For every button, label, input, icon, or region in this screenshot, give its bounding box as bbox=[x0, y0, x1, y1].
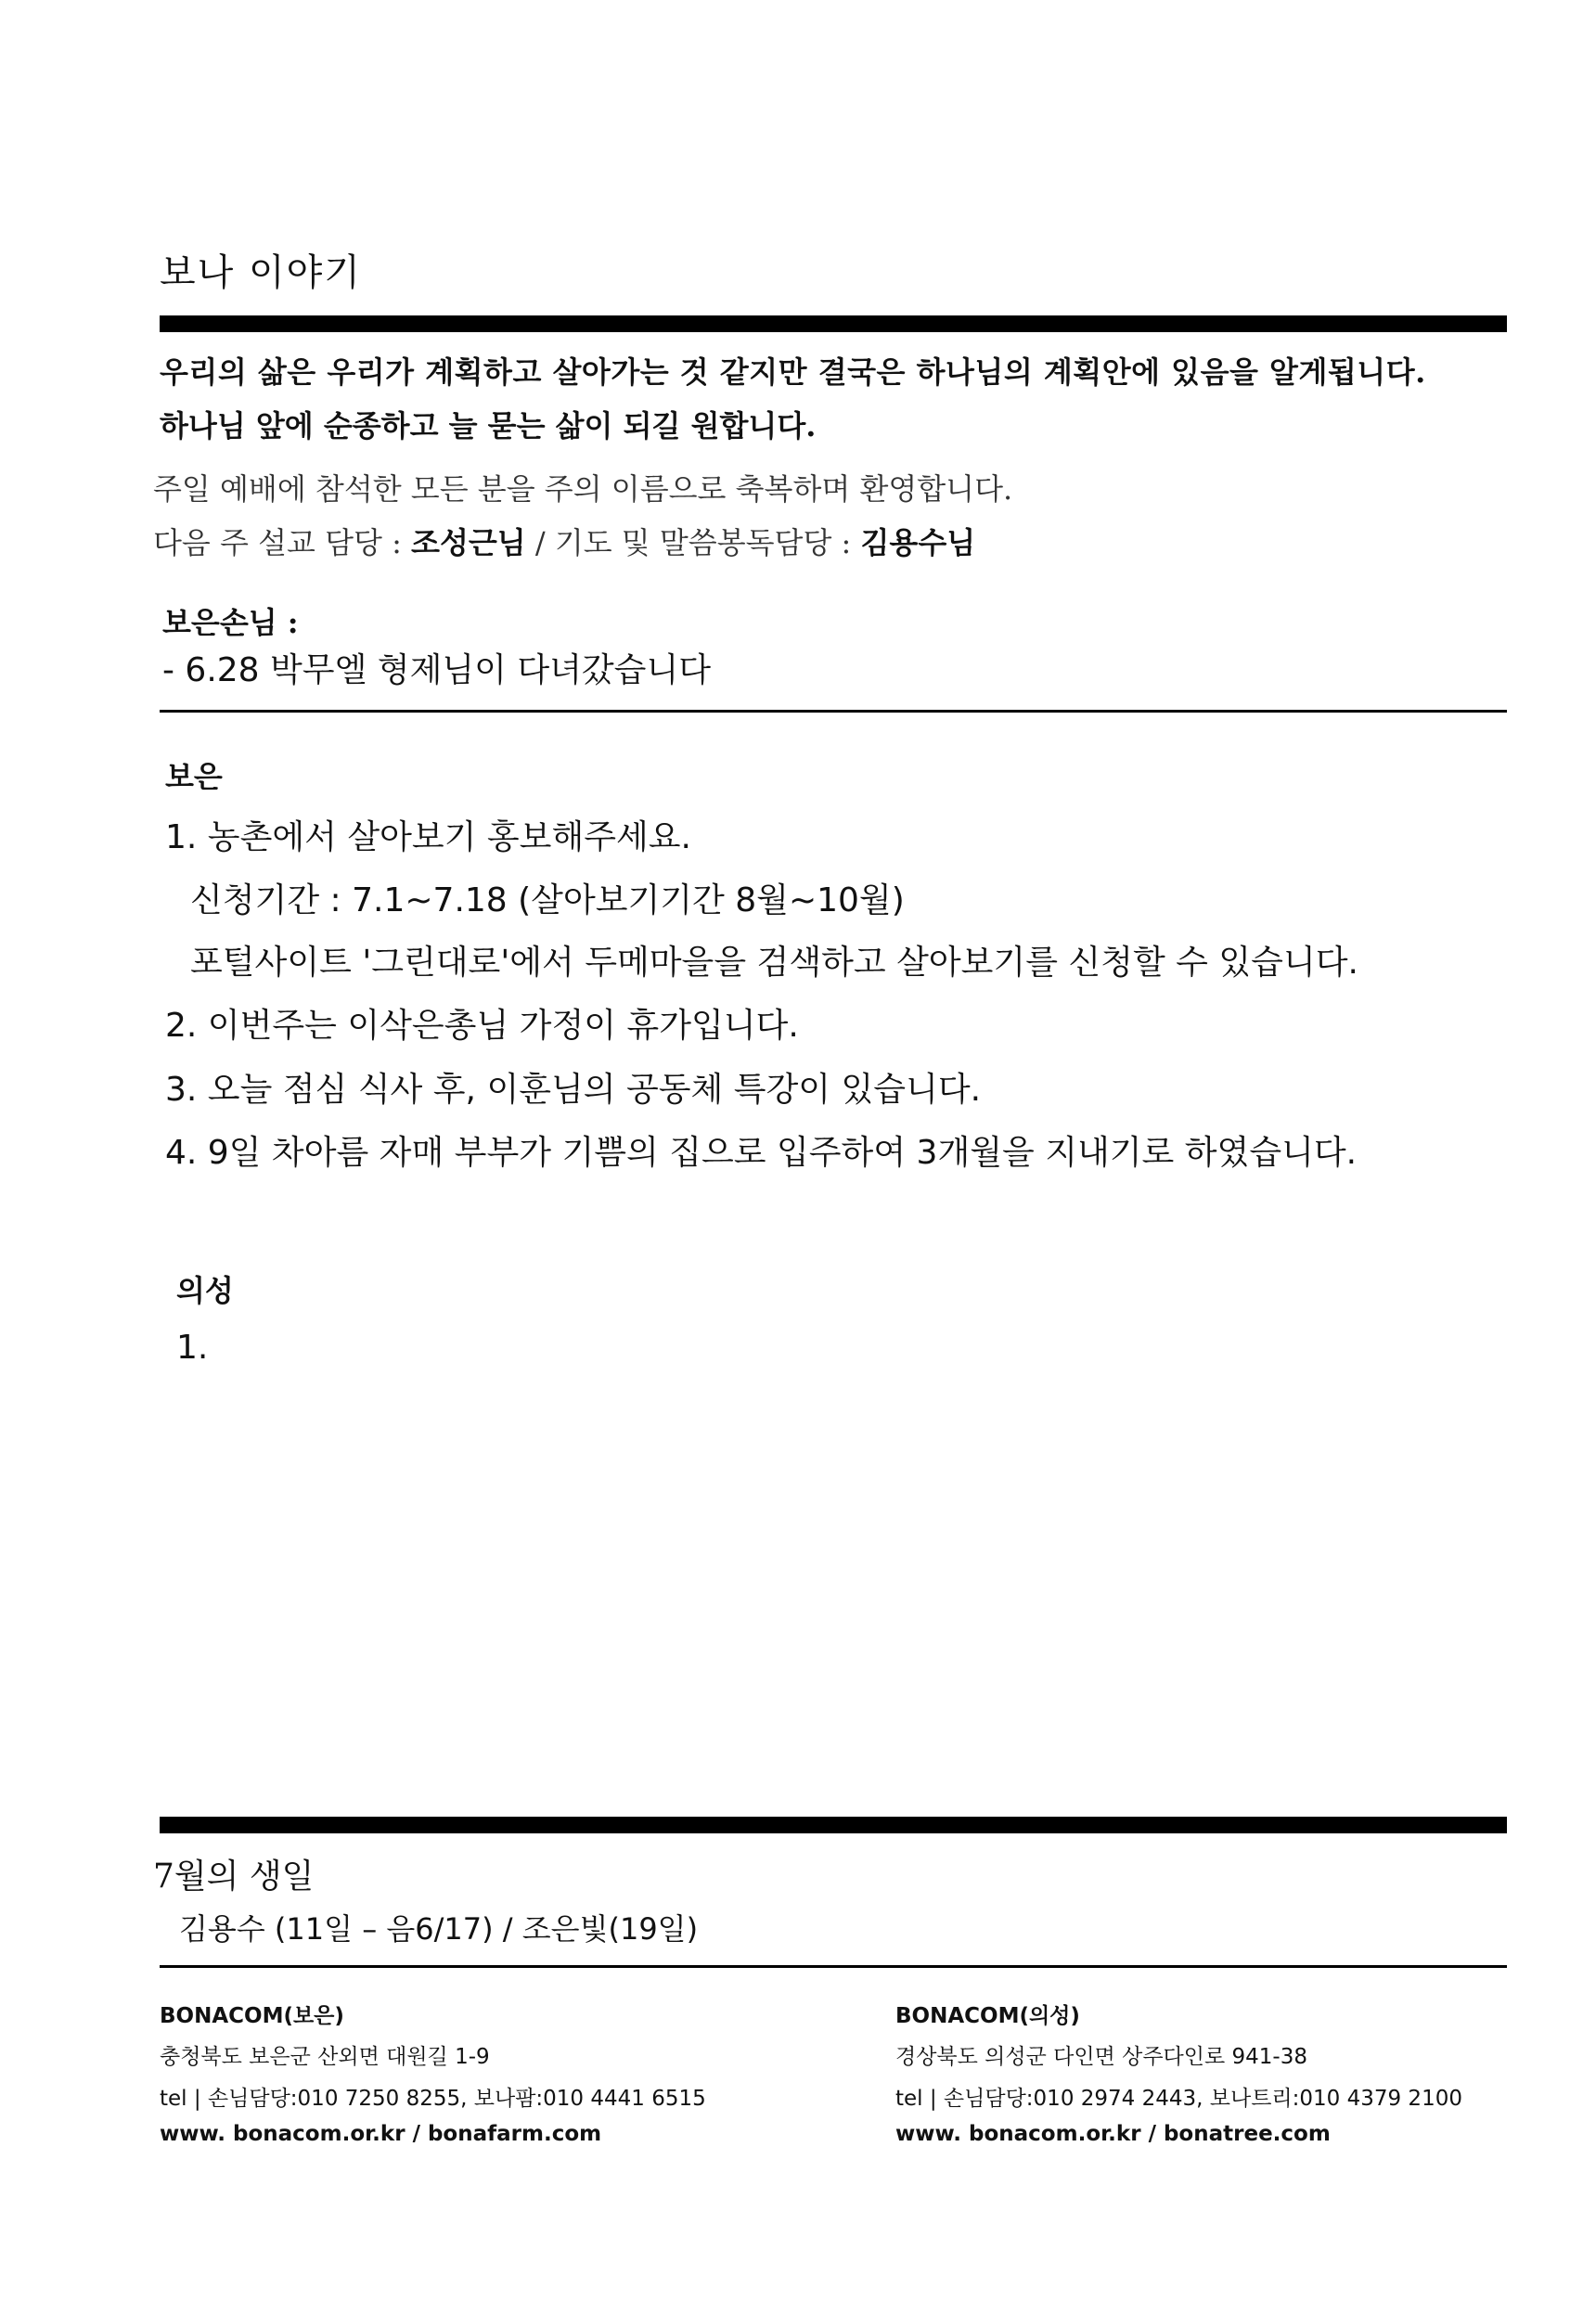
intro-line-2: 하나님 앞에 순종하고 늘 묻는 삶이 되길 원합니다. bbox=[160, 408, 817, 443]
prayer-reader-name: 김용수님 bbox=[860, 525, 976, 560]
uiseong-label: 의성 bbox=[176, 1273, 234, 1308]
welcome-text: 주일 예배에 참석한 모든 분을 주의 이름으로 축복하며 환영합니다. bbox=[153, 471, 1013, 507]
boeun-line-3: 포털사이트 '그린대로'에서 두메마을을 검색하고 살아보기를 신청할 수 있습니다. bbox=[190, 944, 1358, 982]
preacher-name: 조성근님 bbox=[411, 525, 526, 560]
boeun-line-6: 4. 9일 차아름 자매 부부가 기쁨의 집으로 입주하여 3개월을 지내기로 하였습니다. bbox=[165, 1134, 1358, 1172]
footer-left-address: 충청북도 보은군 산외면 대원길 1-9 bbox=[160, 2045, 490, 2069]
footer-right-web[interactable]: www. bonacom.or.kr / bonatree.com bbox=[895, 2122, 1331, 2146]
footer-left-name: BONACOM(보은) bbox=[160, 2004, 344, 2028]
boeun-line-5: 3. 오늘 점심 식사 후, 이훈님의 공동체 특강이 있습니다. bbox=[165, 1071, 982, 1109]
guests-divider bbox=[160, 710, 1507, 713]
boeun-label: 보은 bbox=[165, 759, 223, 794]
intro-line-1: 우리의 삶은 우리가 계획하고 살아가는 것 같지만 결국은 하나님의 계획안에 있음을 알게됩니다. bbox=[160, 354, 1426, 390]
birthday-line: 김용수 (11일 – 음6/17) / 조은빛(19일) bbox=[179, 1911, 699, 1947]
page-title: 보나 이야기 bbox=[160, 251, 362, 294]
footer-right-address: 경상북도 의성군 다인면 상주다인로 941-38 bbox=[895, 2045, 1307, 2069]
footer-divider bbox=[160, 1965, 1507, 1968]
boeun-line-2: 신청기간 : 7.1~7.18 (살아보기기간 8월~10월) bbox=[190, 881, 905, 919]
birthday-divider bbox=[160, 1817, 1507, 1833]
uiseong-line-1: 1. bbox=[176, 1329, 209, 1367]
birthday-title: 7월의 생일 bbox=[153, 1858, 315, 1896]
guests-label: 보은손님 : bbox=[162, 605, 299, 640]
boeun-line-4: 2. 이번주는 이삭은총님 가정이 휴가입니다. bbox=[165, 1007, 799, 1045]
next-week-assignment bbox=[153, 520, 975, 562]
header-divider bbox=[160, 315, 1507, 332]
footer-left-web[interactable]: www. bonacom.or.kr / bonafarm.com bbox=[160, 2122, 602, 2146]
footer-left-tel: tel | 손님담당:010 7250 8255, 보나팜:010 4441 6515 bbox=[160, 2087, 706, 2111]
prayer-prefix: / 기도 및 말씀봉독담당 : bbox=[525, 525, 861, 560]
guests-item: - 6.28 박무엘 형제님이 다녀갔습니다 bbox=[162, 651, 712, 689]
next-week-prefix: 다음 주 설교 담당 : bbox=[153, 525, 412, 560]
footer-right-tel: tel | 손님담당:010 2974 2443, 보나트리:010 4379 2100 bbox=[895, 2087, 1462, 2111]
boeun-line-1: 1. 농촌에서 살아보기 홍보해주세요. bbox=[165, 818, 691, 856]
footer-right-name: BONACOM(의성) bbox=[895, 2004, 1080, 2028]
